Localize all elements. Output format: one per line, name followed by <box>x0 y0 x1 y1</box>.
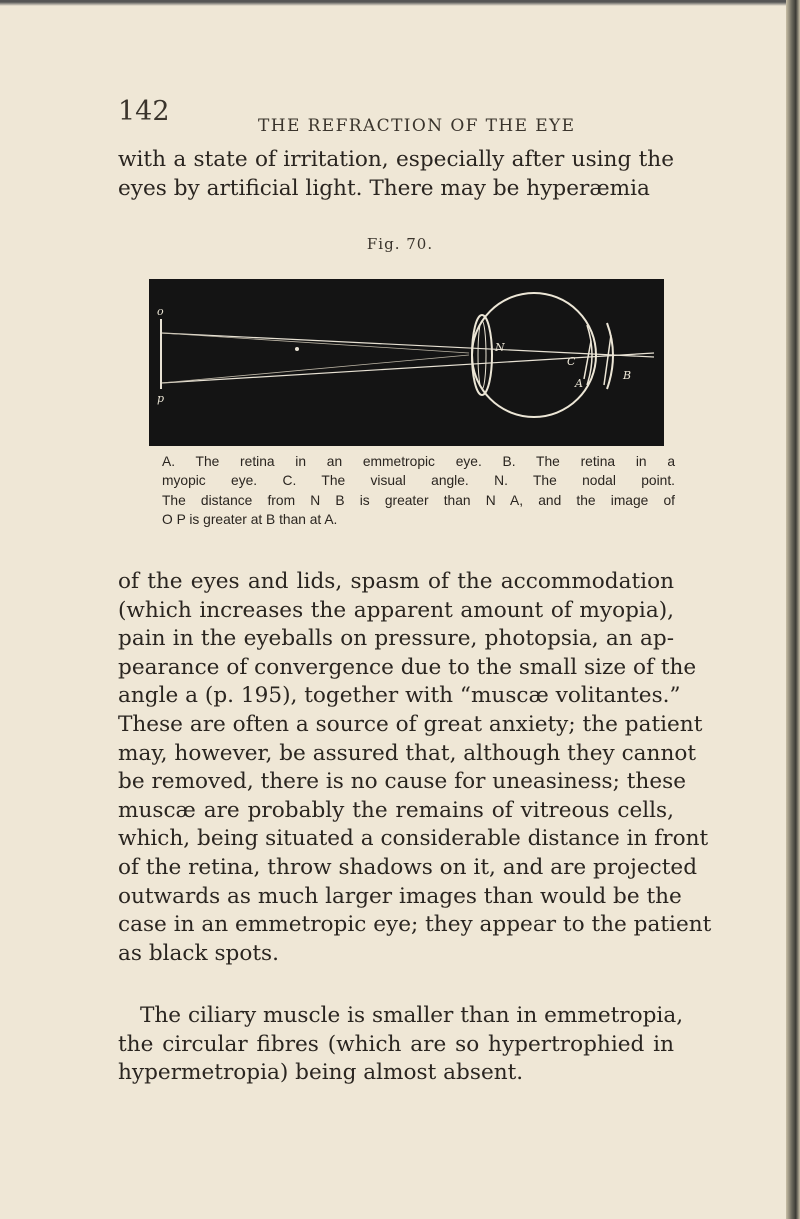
label-a: A <box>575 377 583 390</box>
text-line: These are often a source of great anxiety; the patient <box>118 711 703 737</box>
text-line: be removed, there is no cause for uneasiness; these <box>118 769 686 795</box>
text-line: the circular fibres (which are so hypertrophied in <box>118 1031 674 1057</box>
text-line: as black spots. <box>118 940 279 966</box>
caption-line: myopic eye. C. The visual angle. N. The nodal point. <box>162 473 675 489</box>
text-line: case in an emmetropic eye; they appear to the patient <box>118 912 712 938</box>
text-line: pearance of convergence due to the small size of the <box>118 654 697 680</box>
paragraph-last <box>118 1002 684 1088</box>
ray-upper-inner <box>161 333 469 353</box>
text-line: of the retina, throw shadows on it, and are projected <box>118 854 698 880</box>
text-line: (which increases the apparent amount of myopia), <box>118 597 674 623</box>
text-line: angle a (p. 195), together with “muscæ volitantes.” <box>118 683 681 709</box>
text-line: pain in the eyeballs on pressure, photopsia, an ap- <box>118 626 674 652</box>
caption-line: A. The retina in an emmetropic eye. B. The retina in a <box>162 454 675 469</box>
eye-diagram <box>149 279 664 446</box>
text-line: The ciliary muscle is smaller than in emmetropia, <box>140 1003 684 1028</box>
text-line: outwards as much larger images than would be the <box>118 883 682 909</box>
ray-lower-inner <box>161 355 469 383</box>
text-line: eyes by artificial light. There may be hyperæmia <box>118 175 650 201</box>
text-line: with a state of irritation, especially after using the <box>118 147 674 172</box>
label-c: C <box>567 355 576 368</box>
eyeball-outline <box>472 293 596 417</box>
figure-caption <box>140 452 675 530</box>
caption-line: O P is greater at B than at A. <box>162 512 338 528</box>
label-o: o <box>157 305 164 318</box>
page-edge-shadow <box>0 0 800 6</box>
text-line: which, being situated a considerable distance in front <box>118 826 709 852</box>
figure-label: Fig. 70. <box>366 235 434 253</box>
text-line: muscæ are probably the remains of vitreous cells, <box>118 797 674 823</box>
object-dot <box>295 347 299 351</box>
book-binding-edge <box>786 0 800 1219</box>
label-p: p <box>157 392 165 405</box>
caption-line: The distance from N B is greater than N A, and the image of <box>162 492 675 508</box>
text-line: hypermetropia) being almost absent. <box>118 1060 524 1086</box>
eye-refraction-figure <box>149 279 664 446</box>
ray-upper <box>161 333 654 357</box>
page-number: 142 <box>118 96 170 127</box>
lens-shape <box>472 315 492 395</box>
label-b: B <box>623 369 632 382</box>
paragraph-main <box>118 568 712 968</box>
running-head: THE REFRACTION OF THE EYE <box>258 116 576 136</box>
text-line: of the eyes and lids, spasm of the accommodation <box>118 569 674 594</box>
text-line: may, however, be assured that, although they cannot <box>118 740 697 766</box>
paragraph-top <box>118 146 674 203</box>
label-n: N <box>495 341 505 354</box>
lens-inner <box>478 321 486 389</box>
